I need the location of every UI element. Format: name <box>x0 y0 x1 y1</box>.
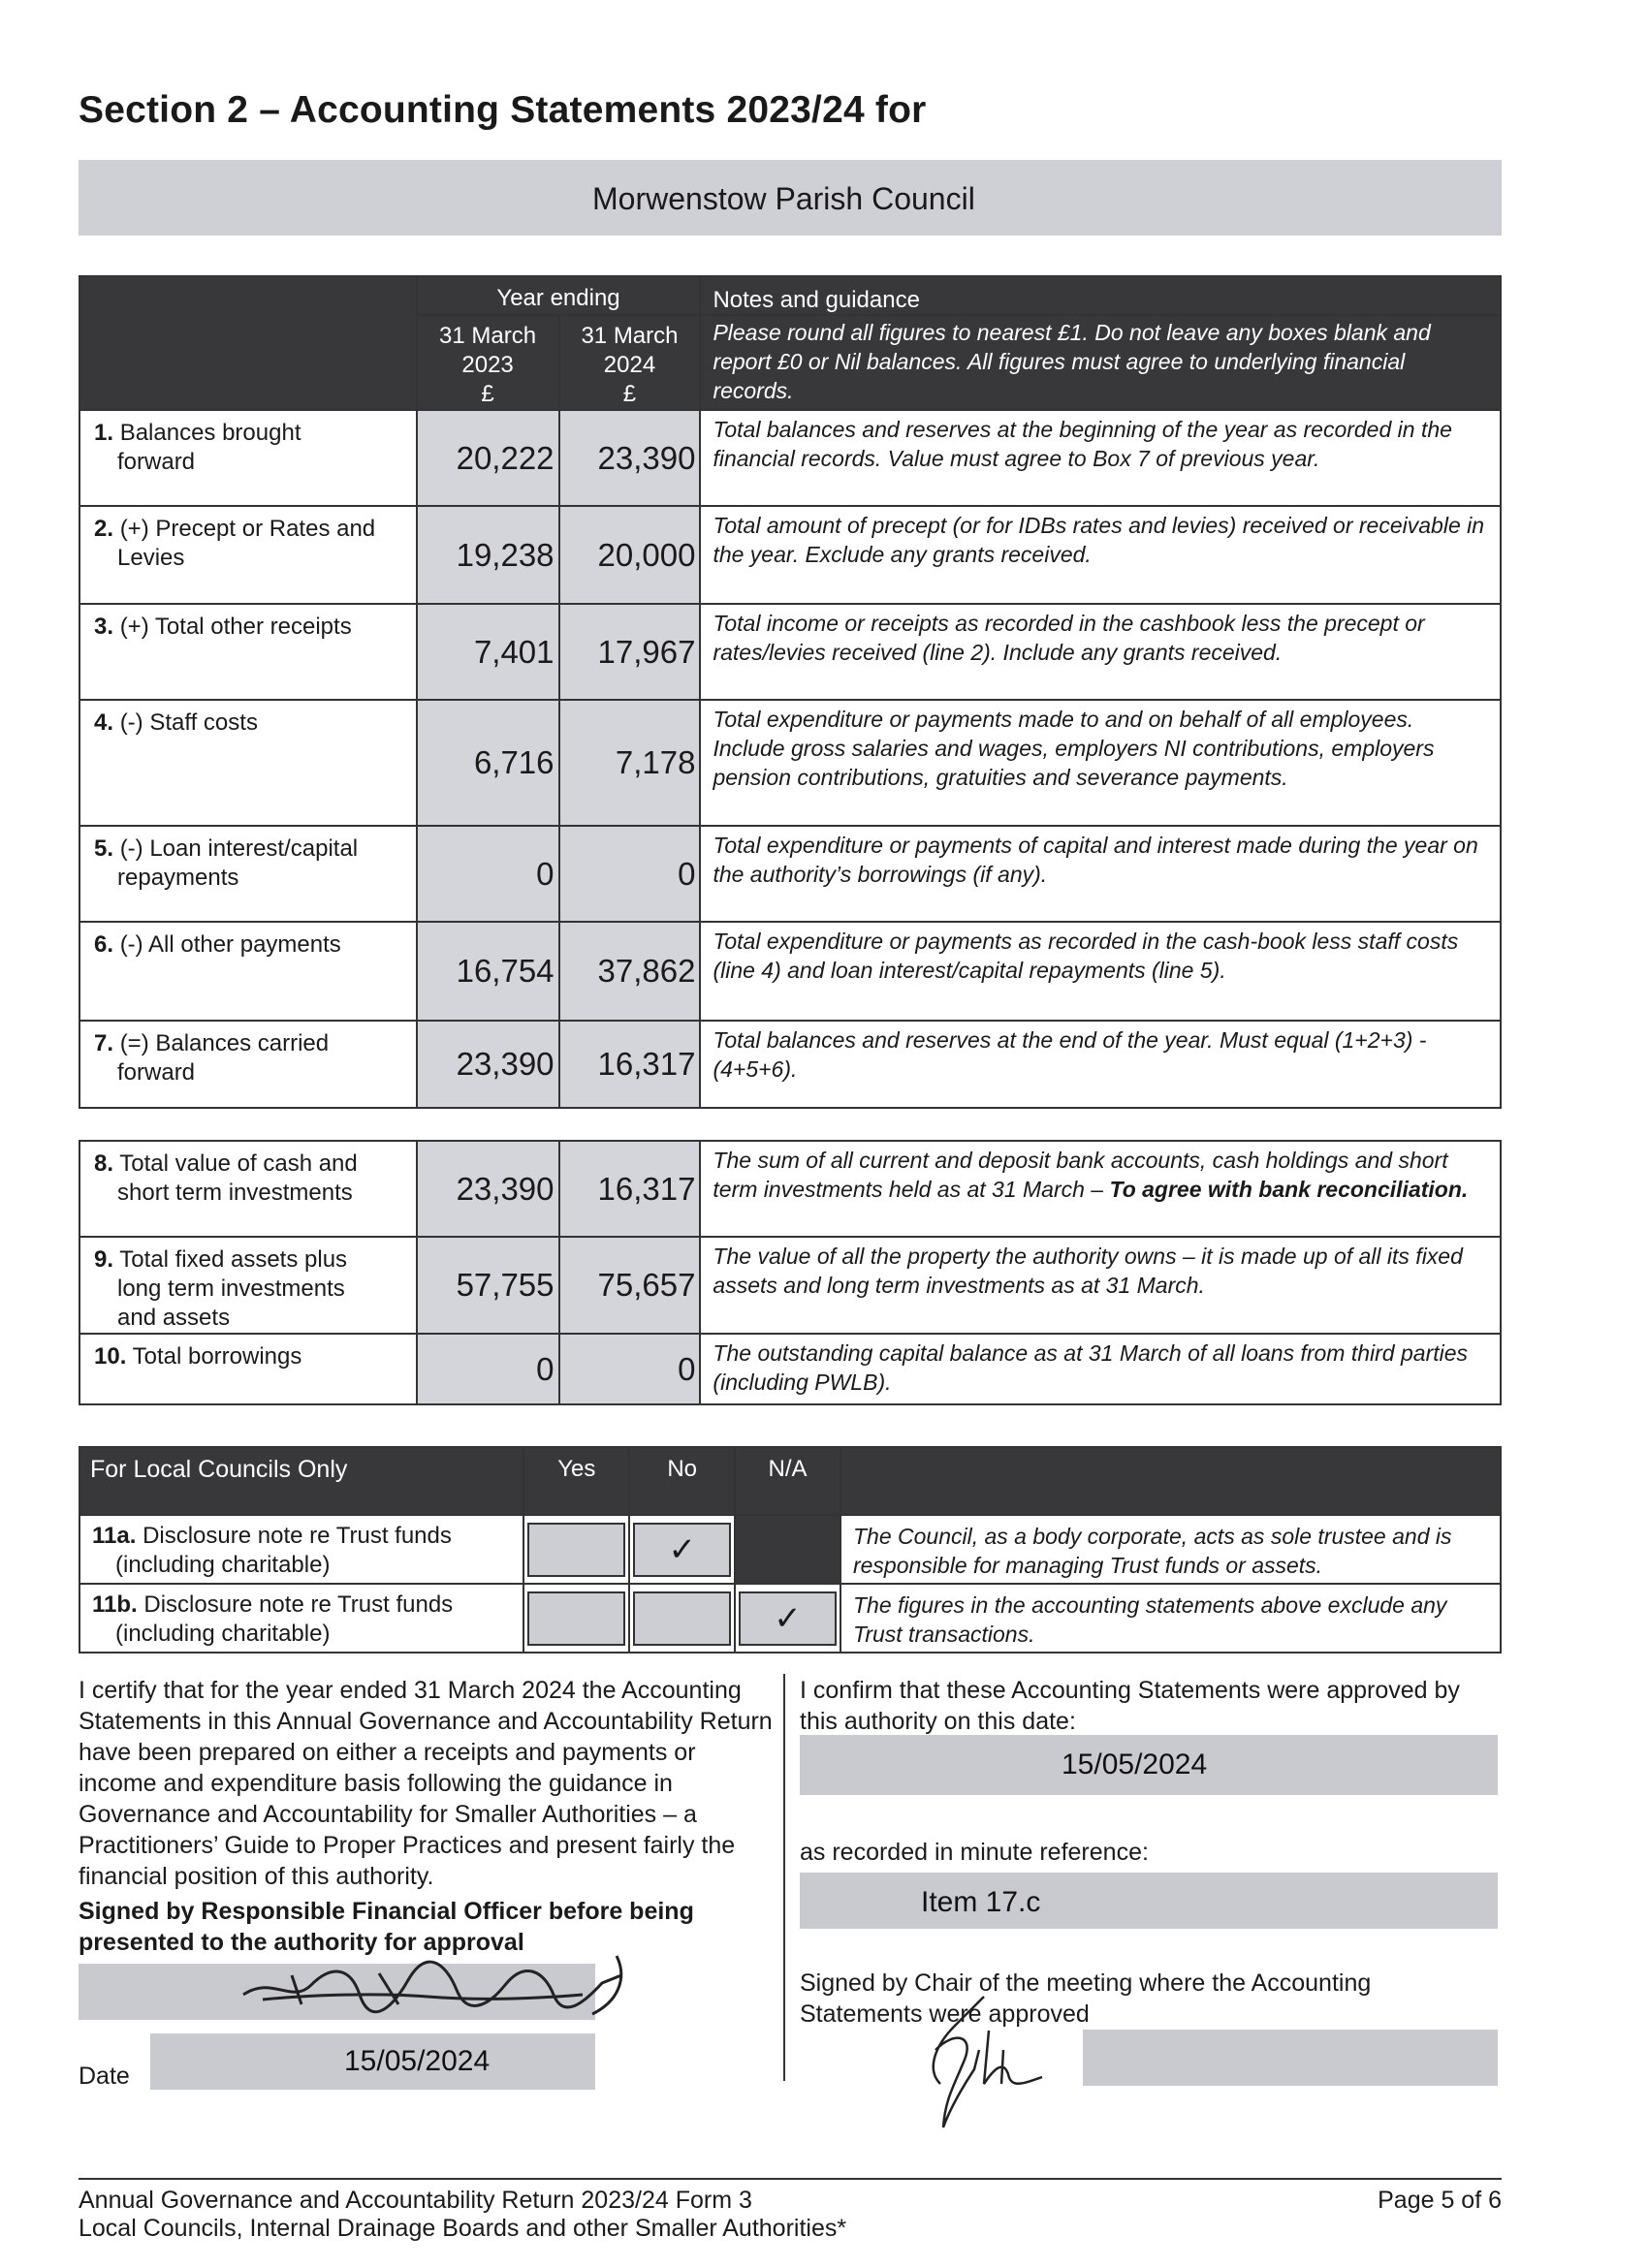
col-2023-header <box>417 315 559 410</box>
value-2023: 19,238 <box>417 506 559 604</box>
value-2024: 23,390 <box>559 410 701 506</box>
rfo-signature <box>234 1946 641 2024</box>
row-label: 10. Total borrowings <box>79 1334 417 1404</box>
row-label: 11a. Disclosure note re Trust funds (including charitable) <box>79 1515 523 1584</box>
row-note: Total expenditure or payments of capital and interest made during the year on the authority’s borrowings (if any). <box>700 826 1501 922</box>
table-row <box>79 1334 1501 1404</box>
row-note: Total balances and reserves at the beginning of the year as recorded in the financial records. Value must agree to Box 7 of previous year. <box>700 410 1501 506</box>
no-checkbox[interactable]: ✓ <box>633 1523 731 1577</box>
value-2024: 16,317 <box>559 1021 701 1108</box>
value-2023: 20,222 <box>417 410 559 506</box>
value-2023: 23,390 <box>417 1141 559 1237</box>
na-checkbox[interactable]: ✓ <box>739 1591 837 1646</box>
no-checkbox-cell <box>629 1515 735 1584</box>
row-label: 4. (-) Staff costs <box>79 700 417 826</box>
page-number: Page 5 of 6 <box>1378 2187 1502 2214</box>
col-2023-line3: £ <box>481 381 494 407</box>
section-title: Section 2 – Accounting Statements 2023/24 for <box>79 89 927 131</box>
row-note: Total income or receipts as recorded in the cashbook less the precept or rates/levies received (line 2). Include any grants received. <box>700 604 1501 700</box>
value-2023: 0 <box>417 1334 559 1404</box>
no-header: No <box>629 1447 735 1515</box>
minute-reference-box[interactable] <box>800 1873 1498 1929</box>
footer-form-title: Annual Governance and Accountability Return 2023/24 Form 3 <box>79 2187 752 2214</box>
authority-name: Morwenstow Parish Council <box>592 181 975 216</box>
row-note: Total expenditure or payments as recorded in the cash-book less staff costs (line 4) and loan interest/capital repayments (line 5). <box>700 922 1501 1021</box>
yes-checkbox-cell <box>523 1515 629 1584</box>
row-note: The Council, as a body corporate, acts as sole trustee and is responsible for managing Trust funds or assets. <box>840 1515 1501 1584</box>
no-checkbox-cell <box>629 1584 735 1653</box>
value-2024: 7,178 <box>559 700 701 826</box>
row-label: 6. (-) All other payments <box>79 922 417 1021</box>
footer-authorities: Local Councils, Internal Drainage Boards and other Smaller Authorities* <box>79 2215 847 2242</box>
yes-header: Yes <box>523 1447 629 1515</box>
value-2023: 23,390 <box>417 1021 559 1108</box>
rfo-date-label: Date <box>79 2063 130 2090</box>
value-2023: 7,401 <box>417 604 559 700</box>
row-note: Total expenditure or payments made to and on behalf of all employees. Include gross salaries and wages, employers NI contributions, employers pension contributions, gratuities and severance payments. <box>700 700 1501 826</box>
na-header: N/A <box>735 1447 840 1515</box>
col-2024-line2: 2024 <box>603 352 656 378</box>
value-2023: 57,755 <box>417 1237 559 1334</box>
value-2023: 16,754 <box>417 922 559 1021</box>
no-checkbox[interactable] <box>633 1591 731 1646</box>
value-2024: 16,317 <box>559 1141 701 1237</box>
minute-reference-label: as recorded in minute reference: <box>800 1839 1149 1866</box>
value-2024: 17,967 <box>559 604 701 700</box>
rfo-signature-box[interactable] <box>79 1964 595 2020</box>
approval-confirmation-text: I confirm that these Accounting Statements were approved by this authority on this date: <box>800 1677 1460 1735</box>
accounting-statements-table <box>79 275 1502 1109</box>
col-2023-line2: 2023 <box>461 352 514 378</box>
column-divider <box>783 1674 785 2081</box>
row-label: 5. (-) Loan interest/capital repayments <box>79 826 417 922</box>
value-2024: 0 <box>559 826 701 922</box>
table-row <box>79 1584 1501 1653</box>
table-row <box>79 410 1501 506</box>
table-row <box>79 506 1501 604</box>
rfo-date-box[interactable] <box>150 2033 595 2090</box>
minute-reference-value: Item 17.c <box>921 1886 1041 1918</box>
row-note: The outstanding capital balance as at 31 March of all loans from third parties (including PWLB). <box>700 1334 1501 1404</box>
row-label: 8. Total value of cash and short term investments <box>79 1141 417 1237</box>
col-2024-header <box>559 315 701 410</box>
col-2024-line3: £ <box>622 381 637 407</box>
rfo-date-value: 15/05/2024 <box>344 2045 491 2077</box>
table-row <box>79 826 1501 922</box>
approval-date-box[interactable] <box>800 1735 1498 1795</box>
year-ending-header: Year ending <box>417 276 701 315</box>
table-row <box>79 700 1501 826</box>
rounding-guidance: Please round all figures to nearest £1. Do not leave any boxes blank and report £0 or Nil balances. All figures must agree to underlying financial records. <box>700 315 1501 410</box>
rfo-signature-instruction: Signed by Responsible Financial Officer before being presented to the authority for approval <box>79 1898 694 1956</box>
value-2024: 0 <box>559 1334 701 1404</box>
table-header-blank <box>79 276 417 410</box>
table-row <box>79 922 1501 1021</box>
na-blocked-cell <box>735 1515 840 1584</box>
row-note: Total amount of precept (or for IDBs rates and levies) received or receivable in the year. Exclude any grants received. <box>700 506 1501 604</box>
row-label: 3. (+) Total other receipts <box>79 604 417 700</box>
trust-funds-table <box>79 1446 1502 1654</box>
row-note: The value of all the property the authority owns – it is made up of all its fixed assets and long term investments as at 31 March. <box>700 1237 1501 1334</box>
local-councils-heading: For Local Councils Only <box>79 1447 523 1515</box>
row-note: The figures in the accounting statements above exclude any Trust transactions. <box>840 1584 1501 1653</box>
yes-checkbox[interactable] <box>527 1591 625 1646</box>
value-2023: 0 <box>417 826 559 922</box>
yes-checkbox-cell <box>523 1584 629 1653</box>
yes-checkbox[interactable] <box>527 1523 625 1577</box>
chair-signature <box>897 1992 1091 2137</box>
col-2023-line1: 31 March <box>439 323 537 349</box>
table-row <box>79 1237 1501 1334</box>
rfo-certification-text: I certify that for the year ended 31 March 2024 the Accounting Statements in this Annual Governance and Accountability Return have been prepared on either a receipts and payments or income and expenditure basis following the guidance in Governance and Accountability for Smaller Authorities – a Practitioners’ Guide to Proper Practices and present fairly the financial position of this authority. <box>79 1677 773 1890</box>
row-label: 1. Balances brought forward <box>79 410 417 506</box>
chair-signature-instruction: Signed by Chair of the meeting where the Accounting Statements were approved <box>800 1969 1372 2028</box>
row-note: Total balances and reserves at the end of the year. Must equal (1+2+3) - (4+5+6). <box>700 1021 1501 1108</box>
table-row <box>79 1515 1501 1584</box>
notes-header: Notes and guidance <box>700 276 1501 315</box>
row-label: 11b. Disclosure note re Trust funds (including charitable) <box>79 1584 523 1653</box>
value-2024: 75,657 <box>559 1237 701 1334</box>
row-label: 7. (=) Balances carried forward <box>79 1021 417 1108</box>
chair-signature-box[interactable] <box>1083 2030 1498 2086</box>
row-label: 9. Total fixed assets plus long term investments and assets <box>79 1237 417 1334</box>
table-row <box>79 604 1501 700</box>
col-2024-line1: 31 March <box>581 323 679 349</box>
trust-note-header <box>840 1447 1501 1515</box>
table-row <box>79 1141 1501 1237</box>
assets-table <box>79 1140 1502 1405</box>
footer-rule <box>79 2178 1502 2180</box>
value-2024: 37,862 <box>559 922 701 1021</box>
table-row <box>79 1021 1501 1108</box>
row-label: 2. (+) Precept or Rates and Levies <box>79 506 417 604</box>
row-note: The sum of all current and deposit bank accounts, cash holdings and short term investments held as at 31 March – To agree with bank reconciliation. <box>700 1141 1501 1237</box>
na-checkbox-cell <box>735 1584 840 1653</box>
value-2024: 20,000 <box>559 506 701 604</box>
value-2023: 6,716 <box>417 700 559 826</box>
authority-name-box <box>79 160 1502 236</box>
approval-date-value: 15/05/2024 <box>1062 1748 1208 1780</box>
